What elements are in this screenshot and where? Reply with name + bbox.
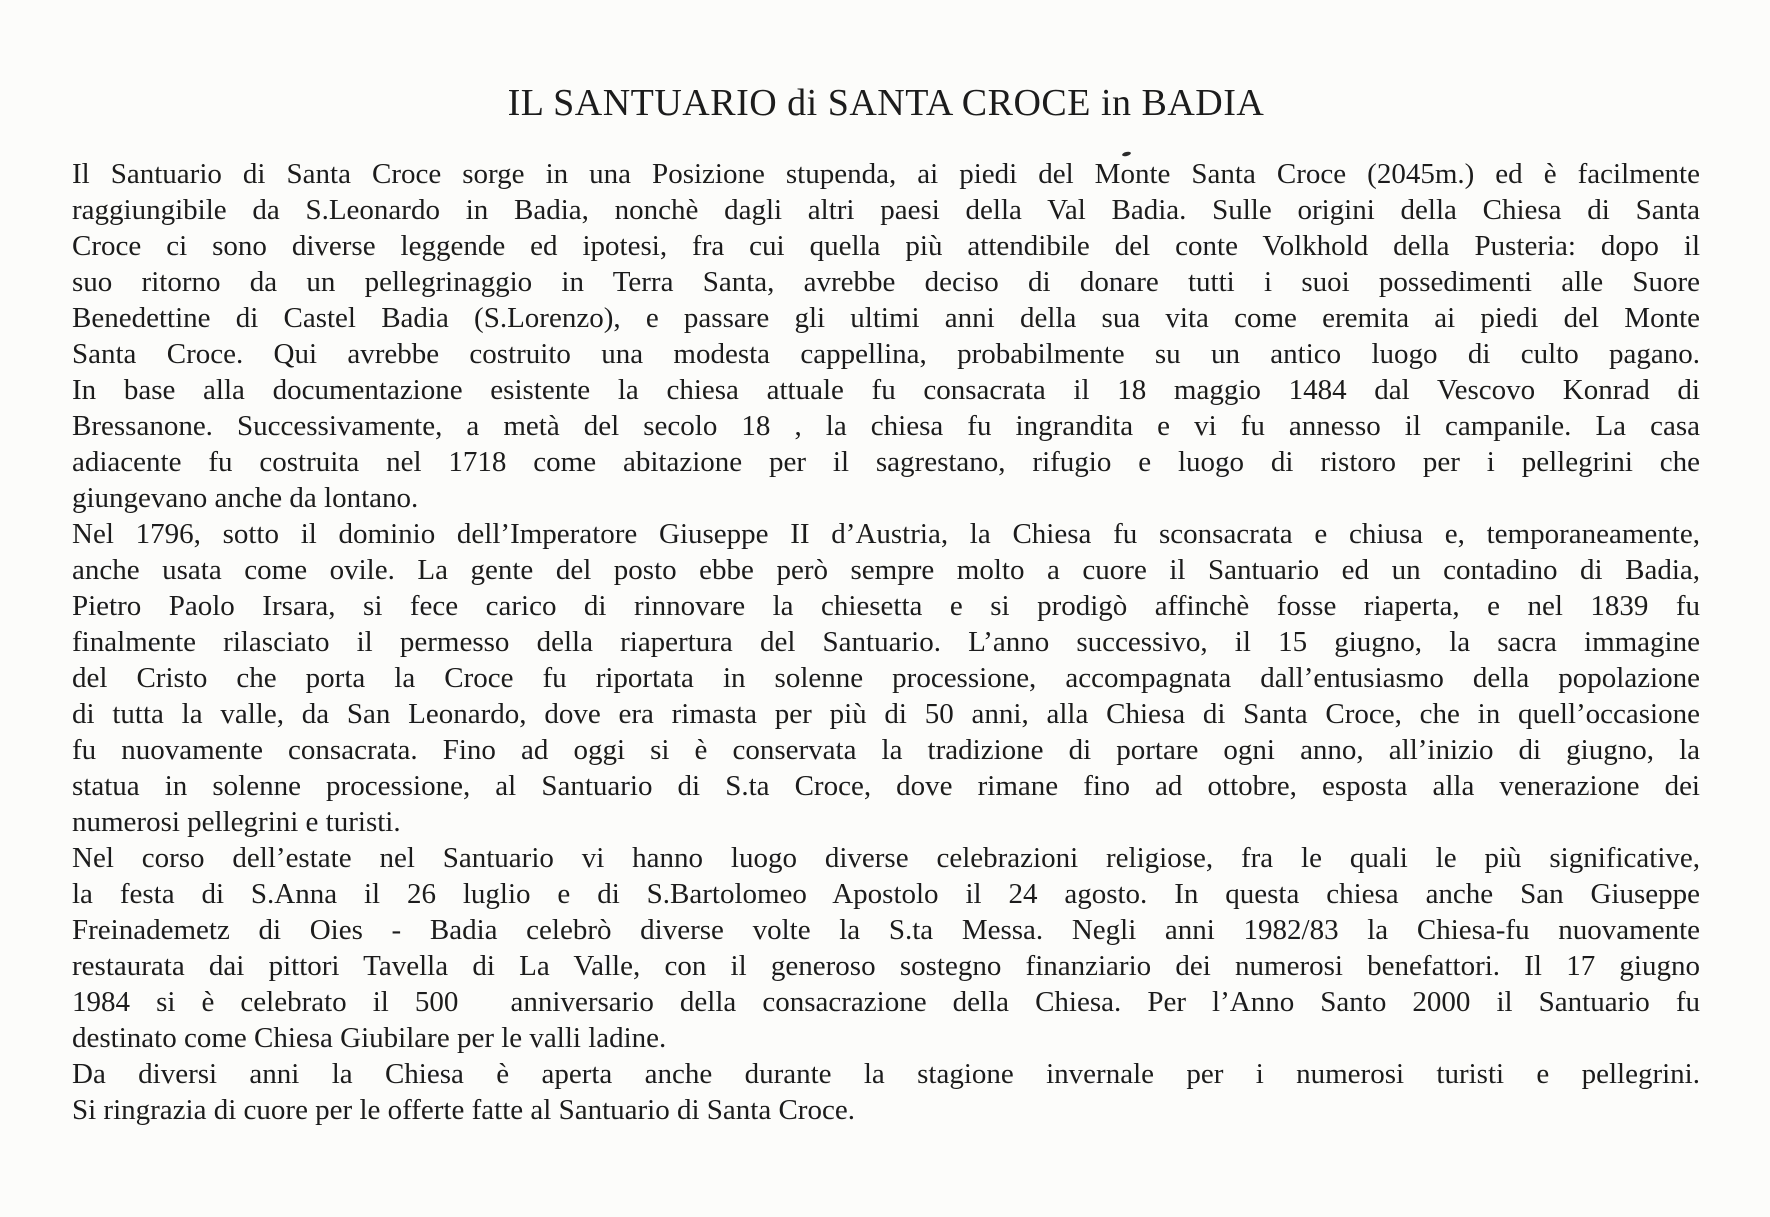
text-line: numerosi pellegrini e turisti. — [72, 806, 401, 838]
text-line: Croce ci sono diverse leggende ed ipotesi, fra cui quella più attendibile del conte Volkhold della Pusteria: dopo il — [72, 230, 1700, 262]
text-line: statua in solenne processione, al Santuario di S.ta Croce, dove rimane fino ad ottobre, esposta alla venerazione dei — [72, 770, 1700, 802]
text-line: raggiungibile da S.Leonardo in Badia, nonchè dagli altri paesi della Val Badia. Sulle origini della Chiesa di Santa — [72, 194, 1700, 226]
paragraph — [72, 516, 1700, 840]
text-line: Il Santuario di Santa Croce sorge in una Posizione stupenda, ai piedi del Monte Santa Croce (2045m.) ed è facilmente — [72, 158, 1700, 190]
text-line: giungevano anche da lontano. — [72, 482, 419, 514]
document-body — [72, 156, 1700, 1128]
text-line: di tutta la valle, da San Leonardo, dove era rimasta per più di 50 anni, alla Chiesa di Santa Croce, che in quell’occasione — [72, 698, 1700, 730]
text-line: Pietro Paolo Irsara, si fece carico di rinnovare la chiesetta e si prodigò affinchè fosse riaperta, e nel 1839 fu — [72, 590, 1700, 622]
text-line: finalmente rilasciato il permesso della riapertura del Santuario. L’anno successivo, il 15 giugno, la sacra immagine — [72, 626, 1700, 658]
text-line: suo ritorno da un pellegrinaggio in Terra Santa, avrebbe deciso di donare tutti i suoi possedimenti alle Suore — [72, 266, 1700, 298]
text-line: Nel 1796, sotto il dominio dell’Imperatore Giuseppe II d’Austria, la Chiesa fu sconsacrata e chiusa e, temporaneamente, — [72, 518, 1700, 550]
text-line: destinato come Chiesa Giubilare per le valli ladine. — [72, 1022, 667, 1054]
text-line: In base alla documentazione esistente la chiesa attuale fu consacrata il 18 maggio 1484 dal Vescovo Konrad di — [72, 374, 1700, 406]
text-line: Santa Croce. Qui avrebbe costruito una modesta cappellina, probabilmente su un antico luogo di culto pagano. — [72, 338, 1700, 370]
text-line: fu nuovamente consacrata. Fino ad oggi si è conservata la tradizione di portare ogni anno, all’inizio di giugno, la — [72, 734, 1700, 766]
paragraph — [72, 840, 1700, 1056]
text-line: la festa di S.Anna il 26 luglio e di S.Bartolomeo Apostolo il 24 agosto. In questa chiesa anche San Giuseppe — [72, 878, 1700, 910]
text-line: Da diversi anni la Chiesa è aperta anche durante la stagione invernale per i numerosi turisti e pellegrini. — [72, 1058, 1700, 1090]
text-line: Nel corso dell’estate nel Santuario vi hanno luogo diverse celebrazioni religiose, fra le quali le più significative, — [72, 842, 1700, 874]
text-line: 1984 si è celebrato il 500 anniversario della consacrazione della Chiesa. Per l’Anno Santo 2000 il Santuario fu — [72, 986, 1700, 1018]
text-line: adiacente fu costruita nel 1718 come abitazione per il sagrestano, rifugio e luogo di ristoro per i pellegrini che — [72, 446, 1700, 478]
text-line: anche usata come ovile. La gente del posto ebbe però sempre molto a cuore il Santuario ed un contadino di Badia, — [72, 554, 1700, 586]
paragraph — [72, 1056, 1700, 1128]
text-line: Freinademetz di Oies - Badia celebrò diverse volte la S.ta Messa. Negli anni 1982/83 la Chiesa-fu nuovamente — [72, 914, 1700, 946]
paragraph — [72, 156, 1700, 516]
text-line: del Cristo che porta la Croce fu riportata in solenne processione, accompagnata dall’entusiasmo della popolazione — [72, 662, 1700, 694]
text-line: restaurata dai pittori Tavella di La Valle, con il generoso sostegno finanziario dei numerosi benefattori. Il 17 giugno — [72, 950, 1700, 982]
text-line: Si ringrazia di cuore per le offerte fatte al Santuario di Santa Croce. — [72, 1094, 855, 1126]
text-line: Benedettine di Castel Badia (S.Lorenzo), e passare gli ultimi anni della sua vita come eremita ai piedi del Monte — [72, 302, 1700, 334]
document-title: IL SANTUARIO di SANTA CROCE in BADIA — [507, 82, 1265, 124]
text-line: Bressanone. Successivamente, a metà del secolo 18 , la chiesa fu ingrandita e vi fu annesso il campanile. La casa — [72, 410, 1700, 442]
